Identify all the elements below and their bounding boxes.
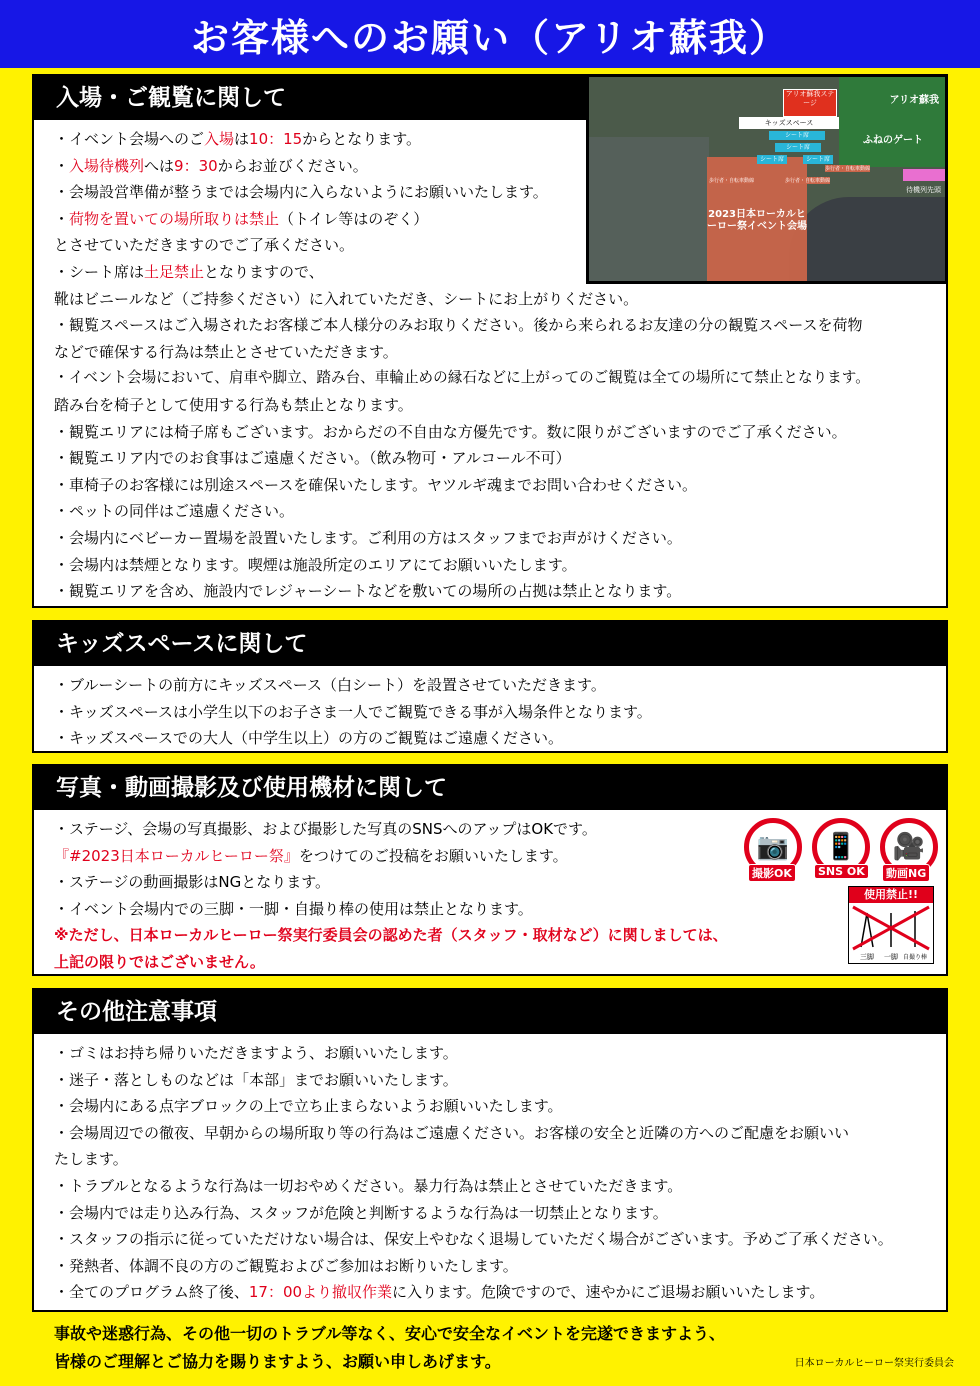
footer-message <box>54 1320 814 1376</box>
text-line: ・全てのプログラム終了後、17：00より撤収作業に入ります。危険ですので、速やかにご退場お願いいたします。 <box>54 1283 825 1302</box>
text-line: ・キッズスペースは小学生以下のお子さま一人でご観覧できる事が入場条件となります。 <box>54 702 652 721</box>
video-ng-label: 動画NG <box>882 864 930 882</box>
text-line: ・観覧エリアには椅子席もございます。おからだの不自由な方優先です。数に限りがございますのでご了承ください。 <box>54 422 847 441</box>
prohibit-label: 三脚 <box>860 953 874 961</box>
page-title: お客様へのお願い（アリオ蘇我） <box>0 0 980 68</box>
text-line: ・入場待機列へは9：30からお並びください。 <box>54 156 368 175</box>
map-sheet: シート席 <box>803 155 833 164</box>
text-line: ・会場設営準備が整うまでは会場内に入らないようにお願いいたします。 <box>54 183 548 202</box>
prohibit-label: 自撮り棒 <box>902 954 928 961</box>
map-stage: アリオ蘇我ステージ <box>783 89 837 117</box>
map-sheet: シート席 <box>775 143 821 152</box>
section-other <box>32 988 948 1312</box>
text-line: ・観覧エリアを含め、施設内でレジャーシートなどを敷いての場所の占拠は禁止となります。 <box>54 582 682 601</box>
text-line: ・会場内は禁煙となります。喫煙は施設所定のエリアにてお願いいたします。 <box>54 555 577 574</box>
section-kids <box>32 620 948 753</box>
tripod-prohibited-icon <box>849 903 933 963</box>
map-queue-label: 待機列先頭 <box>906 186 941 194</box>
footer-line: 事故や迷惑行為、その他一切のトラブル等なく、安心で安全なイベントを完遂できますよう、 <box>54 1324 726 1343</box>
prohibited-equipment <box>848 886 934 964</box>
sns-ok-label: SNS OK <box>814 864 869 879</box>
road <box>789 197 948 284</box>
section-heading: 写真・動画撮影及び使用機材に関して <box>34 766 946 810</box>
photo-rules-icons <box>740 816 940 966</box>
text-line: ・会場周辺での徹夜、早朝からの場所取り等の行為はご遠慮ください。お客様の安全と近隣の方へのご配慮をお願いい <box>54 1123 850 1142</box>
text-line: ・ステージの動画撮影はNGとなります。 <box>54 873 331 892</box>
text-line: ・会場内では走り込み行為、スタッフが危険と判断するような行為は一切禁止となります。 <box>54 1203 668 1222</box>
text-line: ・会場内にある点字ブロックの上で立ち止まらないようお願いいたします。 <box>54 1097 563 1116</box>
text-line: 上記の限りではございません。 <box>54 952 265 971</box>
text-line: ・イベント会場内での三脚・一脚・自撮り棒の使用は禁止となります。 <box>54 899 533 918</box>
map-walkway: 歩行者・自転車動線 <box>785 178 831 184</box>
text-line: ・観覧スペースはご入場されたお客様ご本人様分のみお取りください。後から来られるお友達の分の観覧スペースを荷物 <box>54 316 863 335</box>
map-kids-space: キッズスペース <box>739 117 839 129</box>
text-line: ・ペットの同伴はご遠慮ください。 <box>54 502 295 521</box>
text-line: ・ゴミはお持ち帰りいただきますよう、お願いいたします。 <box>54 1044 458 1062</box>
section-heading: その他注意事項 <box>34 990 946 1034</box>
map-walkway: 歩行者・自転車動線 <box>825 166 871 172</box>
text-line: ・会場内にベビーカー置場を設置いたします。ご利用の方はスタッフまでお声がけください。 <box>54 528 682 547</box>
section-heading: キッズスペースに関して <box>34 622 946 666</box>
text-line: ・車椅子のお客様には別途スペースを確保いたします。ヤツルギ魂までお問い合わせください。 <box>54 475 698 494</box>
text-line: ・ステージ、会場の写真撮影、および撮影した写真のSNSへのアップはOKです。 <box>54 820 597 838</box>
text-line: ・イベント会場へのご入場は10：15からとなります。 <box>54 130 422 148</box>
text-line: などで確保する行為は禁止とさせていただきます。 <box>54 342 398 361</box>
text-line: ・ブルーシートの前方にキッズスペース（白シート）を設置させていただきます。 <box>54 676 606 694</box>
text-line: ・発熱者、体調不良の方のご観覧およびご参加はお断りいたします。 <box>54 1256 518 1275</box>
map-gate-label: ふねのゲート <box>863 135 923 146</box>
prohibit-label: 一脚 <box>884 953 898 961</box>
footer-line: 皆様のご理解とご協力を賜りますよう、お願い申しあげます。 <box>54 1352 501 1371</box>
video-camera-icon: 🎥 <box>880 818 938 876</box>
text-line: 『#2023日本ローカルヒーロー祭』をつけてのご投稿をお願いいたします。 <box>54 846 568 865</box>
prohibit-heading: 使用禁止!! <box>849 887 933 903</box>
text-line: とさせていただきますのでご了承ください。 <box>54 236 355 255</box>
smartphone-icon: 📱 <box>812 818 870 876</box>
map-sheet: シート席 <box>769 131 825 140</box>
organizer-name: 日本ローカルヒーロー祭実行委員会 <box>794 1358 954 1369</box>
text-line: 踏み台を椅子として使用する行為も禁止となります。 <box>54 395 413 414</box>
text-line: ・キッズスペースでの大人（中学生以上）の方のご観覧はご遠慮ください。 <box>54 729 563 748</box>
map-ario-label: アリオ蘇我 <box>889 95 939 106</box>
section-heading: 入場・ご観覧に関して <box>34 76 946 120</box>
text-line: ・迷子・落としものなどは「本部」までお願いいたします。 <box>54 1070 458 1089</box>
text-line: ・トラブルとなるような行為は一切おやめください。暴力行為は禁止とさせていただきます。 <box>54 1176 683 1195</box>
text-line: ・観覧エリア内でのお食事はご遠慮ください。（飲み物可・アルコール不可） <box>54 449 571 468</box>
map-event-label: 2023日本ローカルヒーロー祭イベント会場 <box>707 209 807 232</box>
photo-ok-label: 撮影OK <box>748 864 796 882</box>
map-walkway: 歩行者・自転車動線 <box>709 178 755 184</box>
parking-lot <box>589 137 709 284</box>
text-line: ・イベント会場において、肩車や脚立、踏み台、車輪止めの縁石などに上がってのご観覧は全ての場所にて禁止となります。 <box>54 369 870 387</box>
camera-icon: 📷 <box>744 818 802 876</box>
text-line: ・スタッフの指示に従っていただけない場合は、保安上やむなく退場していただく場合がございます。予めご了承ください。 <box>54 1230 893 1249</box>
text-line: たします。 <box>54 1150 128 1169</box>
text-line: 靴はビニールなど（ご持参ください）に入れていただき、シートにお上がりください。 <box>54 289 639 308</box>
queue-arrow <box>903 169 945 181</box>
text-line: ・荷物を置いての場所取りは禁止（トイレ等はのぞく） <box>54 209 429 228</box>
text-line: ※ただし、日本ローカルヒーロー祭実行委員会の認めた者（スタッフ・取材など）に関しましては、 <box>54 926 728 945</box>
text-line: ・シート席は土足禁止となりますので、 <box>54 262 324 281</box>
map-sheet: シート席 <box>757 155 787 164</box>
venue-map <box>586 74 948 284</box>
